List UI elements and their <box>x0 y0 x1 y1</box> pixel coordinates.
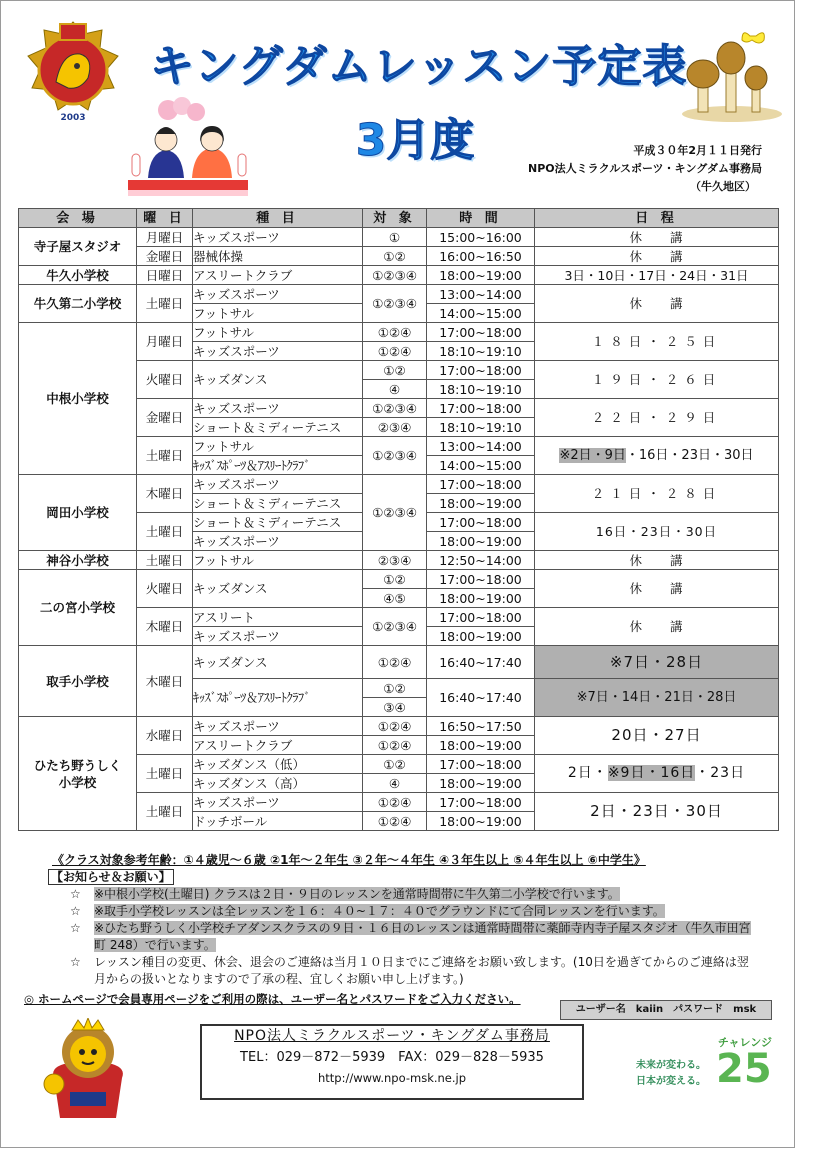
column-header-event: 種 目 <box>193 209 363 228</box>
event-cell: アスリート <box>193 608 363 627</box>
notes-section <box>24 852 784 1008</box>
target-cell: ①②③④ <box>363 608 427 646</box>
schedule-part: ・23日 <box>695 765 746 781</box>
venue-cell: 中根小学校 <box>19 323 137 475</box>
schedule-cell: ※7日・28日 <box>535 646 779 679</box>
notice-text: ※ひたち野うしく小学校チアダンスクラスの９日・１６日のレッスンは通常時間帯に薬師寺内寺子屋スタジオ（牛久市田宮町 248）で行います。 <box>94 921 751 952</box>
target-cell: ①② <box>363 570 427 589</box>
day-cell: 木曜日 <box>137 608 193 646</box>
target-cell: ①②④ <box>363 812 427 831</box>
table-row <box>19 228 779 247</box>
event-cell: キッズダンス <box>193 361 363 399</box>
event-cell: ドッチボール <box>193 812 363 831</box>
time-cell: 18:00~19:00 <box>427 589 535 608</box>
target-cell: ③④ <box>363 698 427 717</box>
day-cell: 水曜日 <box>137 717 193 755</box>
time-cell: 16:50~17:50 <box>427 717 535 736</box>
star-icon: ☆ <box>70 955 81 969</box>
event-cell: ショート＆ミディーテニス <box>193 418 363 437</box>
notice-item <box>24 903 754 920</box>
column-header-day: 曜 日 <box>137 209 193 228</box>
event-cell: キッズスポーツ <box>193 627 363 646</box>
time-cell: 13:00~14:00 <box>427 285 535 304</box>
target-cell: ④ <box>363 380 427 399</box>
time-cell: 17:00~18:00 <box>427 608 535 627</box>
day-cell: 火曜日 <box>137 361 193 399</box>
event-cell: ショート＆ミディーテニス <box>193 513 363 532</box>
time-cell: 14:00~15:00 <box>427 456 535 475</box>
time-cell: 17:00~18:00 <box>427 755 535 774</box>
info-heading-label: 【お知らせ＆お願い】 <box>48 869 174 885</box>
day-cell: 月曜日 <box>137 228 193 247</box>
target-cell: ②③④ <box>363 551 427 570</box>
schedule-cell: ※7日・14日・21日・28日 <box>535 679 779 717</box>
venue-line-2: 小学校 <box>58 774 97 790</box>
lesson-schedule-table <box>18 208 779 831</box>
event-cell: キッズスポーツ <box>193 342 363 361</box>
contact-box <box>200 1024 584 1100</box>
target-cell: ④ <box>363 774 427 793</box>
time-cell: 16:00~16:50 <box>427 247 535 266</box>
time-cell: 17:00~18:00 <box>427 793 535 812</box>
time-cell: 16:40~17:40 <box>427 679 535 717</box>
target-cell: ①②④ <box>363 793 427 812</box>
star-icon: ☆ <box>70 921 81 935</box>
time-cell: 17:00~18:00 <box>427 513 535 532</box>
column-header-target: 対 象 <box>363 209 427 228</box>
contact-org: NPO法人ミラクルスポーツ・キングダム事務局 <box>234 1028 550 1044</box>
schedule-cell: 休 講 <box>535 551 779 570</box>
day-cell: 土曜日 <box>137 551 193 570</box>
schedule-cell: 休 講 <box>535 285 779 323</box>
event-cell: キッズスポーツ <box>193 717 363 736</box>
info-heading <box>24 869 784 886</box>
schedule-cell: 3日・10日・17日・24日・31日 <box>535 266 779 285</box>
kingdom-logo <box>22 18 124 128</box>
event-cell: キッズダンス <box>193 646 363 679</box>
time-cell: 18:00~19:00 <box>427 812 535 831</box>
day-cell: 金曜日 <box>137 247 193 266</box>
star-icon: ☆ <box>70 887 81 901</box>
mushroom-butterfly-illustration <box>680 26 784 122</box>
slogan-line-1: 未来が変わる。 <box>636 1060 706 1071</box>
notice-item <box>24 920 754 954</box>
table-row <box>19 266 779 285</box>
issuer-area: （牛久地区） <box>690 180 756 193</box>
schedule-cell: 16日・23日・30日 <box>535 513 779 551</box>
table-row <box>19 323 779 342</box>
event-cell: ショート＆ミディーテニス <box>193 494 363 513</box>
time-cell: 16:40~17:40 <box>427 646 535 679</box>
column-header-time: 時 間 <box>427 209 535 228</box>
age-legend: 《クラス対象参考年齢：①４歳児～６歳 ②1年～２年生 ③２年～４年生 ④３年生以上 ⑤４年生以上 ⑥中学生》 <box>52 853 646 867</box>
target-cell: ④⑤ <box>363 589 427 608</box>
table-header-row <box>19 209 779 228</box>
challenge-label: チャレンジ <box>717 1036 772 1049</box>
day-cell: 土曜日 <box>137 755 193 793</box>
target-cell: ②③④ <box>363 418 427 437</box>
day-cell: 日曜日 <box>137 266 193 285</box>
schedule-cell: １９日・２６日 <box>535 361 779 399</box>
time-cell: 18:00~19:00 <box>427 532 535 551</box>
schedule-highlight: ※2日・9日 <box>559 448 626 463</box>
target-cell: ①②④ <box>363 646 427 679</box>
time-cell: 17:00~18:00 <box>427 399 535 418</box>
time-cell: 18:10~19:10 <box>427 380 535 399</box>
contact-phone-fax: TEL：029－872－5939 FAX：029－828－5935 <box>240 1050 544 1065</box>
table-row <box>19 285 779 304</box>
schedule-cell: 20日・27日 <box>535 717 779 755</box>
event-cell: フットサル <box>193 437 363 456</box>
event-cell: キッズダンス（低） <box>193 755 363 774</box>
venue-cell: 牛久小学校 <box>19 266 137 285</box>
day-cell: 土曜日 <box>137 285 193 323</box>
venue-cell: 二の宮小学校 <box>19 570 137 646</box>
time-cell: 12:50~14:00 <box>427 551 535 570</box>
table-row <box>19 551 779 570</box>
notice-item <box>24 886 754 903</box>
publication-info <box>528 142 762 196</box>
svg-text:2003: 2003 <box>60 113 86 123</box>
target-cell: ①② <box>363 679 427 698</box>
time-cell: 18:10~19:10 <box>427 342 535 361</box>
target-cell: ①② <box>363 361 427 380</box>
target-cell: ①②③④ <box>363 475 427 551</box>
time-cell: 17:00~18:00 <box>427 361 535 380</box>
issuer-org: NPO法人ミラクルスポーツ・キングダム事務局 <box>528 162 762 175</box>
target-cell: ①②③④ <box>363 399 427 418</box>
event-cell: キッズスポーツ <box>193 228 363 247</box>
venue-cell: 牛久第二小学校 <box>19 285 137 323</box>
time-cell: 14:00~15:00 <box>427 304 535 323</box>
schedule-cell: １８日・２５日 <box>535 323 779 361</box>
hina-dolls-illustration <box>126 96 252 200</box>
target-cell: ①②③④ <box>363 266 427 285</box>
time-cell: 13:00~14:00 <box>427 437 535 456</box>
time-cell: 18:00~19:00 <box>427 266 535 285</box>
time-cell: 17:00~18:00 <box>427 475 535 494</box>
schedule-cell: 休 講 <box>535 570 779 608</box>
time-cell: 18:00~19:00 <box>427 627 535 646</box>
target-cell: ①②③④ <box>363 285 427 323</box>
table-row <box>19 646 779 679</box>
homepage-note: ◎ ホームページで会員専用ページをご利用の際は、ユーザー名とパスワードをご入力ください。 <box>24 992 521 1006</box>
event-cell: ｷｯｽﾞｽﾎﾟｰﾂ＆ｱｽﾘｰﾄｸﾗﾌﾞ <box>193 679 363 717</box>
event-cell: フットサル <box>193 323 363 342</box>
challenge-number: 25 <box>716 1046 772 1092</box>
notice-text: レッスン種目の変更、休会、退会のご連絡は当月１０日までにご連絡をお願い致します。(10日を過ぎてからのご連絡は翌月からの扱いとなりますので了承の程、宜しくお願い申し上げます。) <box>94 955 749 986</box>
venue-line-1: ひたち野うしく <box>33 757 122 773</box>
day-cell: 木曜日 <box>137 646 193 717</box>
event-cell: キッズスポーツ <box>193 475 363 494</box>
event-cell: アスリートクラブ <box>193 266 363 285</box>
day-cell: 火曜日 <box>137 570 193 608</box>
event-cell: 器械体操 <box>193 247 363 266</box>
time-cell: 18:00~19:00 <box>427 774 535 793</box>
slogan-line-2: 日本が変える。 <box>636 1076 706 1087</box>
challenge-25-logo <box>636 1034 776 1098</box>
month-title: 3月度 <box>355 115 475 166</box>
event-cell: キッズダンス（高） <box>193 774 363 793</box>
day-cell: 月曜日 <box>137 323 193 361</box>
day-cell: 土曜日 <box>137 437 193 475</box>
schedule-part: 2日・ <box>567 765 608 781</box>
event-cell: キッズスポーツ <box>193 532 363 551</box>
event-cell: キッズスポーツ <box>193 285 363 304</box>
target-cell: ①② <box>363 755 427 774</box>
target-cell: ①②④ <box>363 342 427 361</box>
schedule-rest: ・16日・23日・30日 <box>625 448 754 463</box>
login-credentials-box: ユーザー名 kaiin パスワード msk <box>560 1000 772 1020</box>
schedule-cell: ２２日・２９日 <box>535 399 779 437</box>
star-icon: ☆ <box>70 904 81 918</box>
event-cell: ｷｯｽﾞｽﾎﾟｰﾂ＆ｱｽﾘｰﾄｸﾗﾌﾞ <box>193 456 363 475</box>
notice-item <box>24 954 754 988</box>
notice-text: ※取手小学校レッスンは全レッスンを１６：４０~１７：４０でグラウンドにて合同レッスンを行います。 <box>94 904 665 918</box>
target-cell: ①②③④ <box>363 437 427 475</box>
event-cell: フットサル <box>193 304 363 323</box>
time-cell: 15:00~16:00 <box>427 228 535 247</box>
time-cell: 18:00~19:00 <box>427 494 535 513</box>
table-row <box>19 717 779 736</box>
table-row <box>19 570 779 589</box>
column-header-venue: 会 場 <box>19 209 137 228</box>
day-cell: 木曜日 <box>137 475 193 513</box>
notice-text: ※中根小学校(土曜日) クラスは２日・９日のレッスンを通常時間帯に牛久第二小学校で行います。 <box>94 887 620 901</box>
schedule-cell: ２１日・２８日 <box>535 475 779 513</box>
event-cell: フットサル <box>193 551 363 570</box>
venue-cell: 岡田小学校 <box>19 475 137 551</box>
time-cell: 17:00~18:00 <box>427 323 535 342</box>
target-cell: ①② <box>363 247 427 266</box>
event-cell: キッズダンス <box>193 570 363 608</box>
day-cell: 土曜日 <box>137 793 193 831</box>
issue-date: 平成３０年2月１１日発行 <box>633 144 762 157</box>
day-cell: 金曜日 <box>137 399 193 437</box>
page-title: キングダムレッスン予定表 <box>150 41 688 92</box>
schedule-highlight: ※9日・16日 <box>607 765 696 781</box>
day-cell: 土曜日 <box>137 513 193 551</box>
target-cell: ① <box>363 228 427 247</box>
event-cell: キッズスポーツ <box>193 399 363 418</box>
lion-mascot-illustration <box>40 1018 136 1122</box>
venue-cell: 取手小学校 <box>19 646 137 717</box>
schedule-cell: 休 講 <box>535 608 779 646</box>
target-cell: ①②④ <box>363 717 427 736</box>
schedule-cell: 2日・23日・30日 <box>535 793 779 831</box>
venue-cell: 寺子屋スタジオ <box>19 228 137 266</box>
website-link[interactable]: http://www.npo-msk.ne.jp <box>317 1071 467 1085</box>
schedule-cell <box>535 437 779 475</box>
table-row <box>19 475 779 494</box>
venue-cell: 神谷小学校 <box>19 551 137 570</box>
venue-cell <box>19 717 137 831</box>
schedule-cell: 休 講 <box>535 247 779 266</box>
time-cell: 17:00~18:00 <box>427 570 535 589</box>
schedule-cell <box>535 755 779 793</box>
time-cell: 18:10~19:10 <box>427 418 535 437</box>
schedule-cell: 休 講 <box>535 228 779 247</box>
event-cell: キッズスポーツ <box>193 793 363 812</box>
column-header-schedule: 日 程 <box>535 209 779 228</box>
target-cell: ①②④ <box>363 736 427 755</box>
event-cell: アスリートクラブ <box>193 736 363 755</box>
time-cell: 18:00~19:00 <box>427 736 535 755</box>
target-cell: ①②④ <box>363 323 427 342</box>
